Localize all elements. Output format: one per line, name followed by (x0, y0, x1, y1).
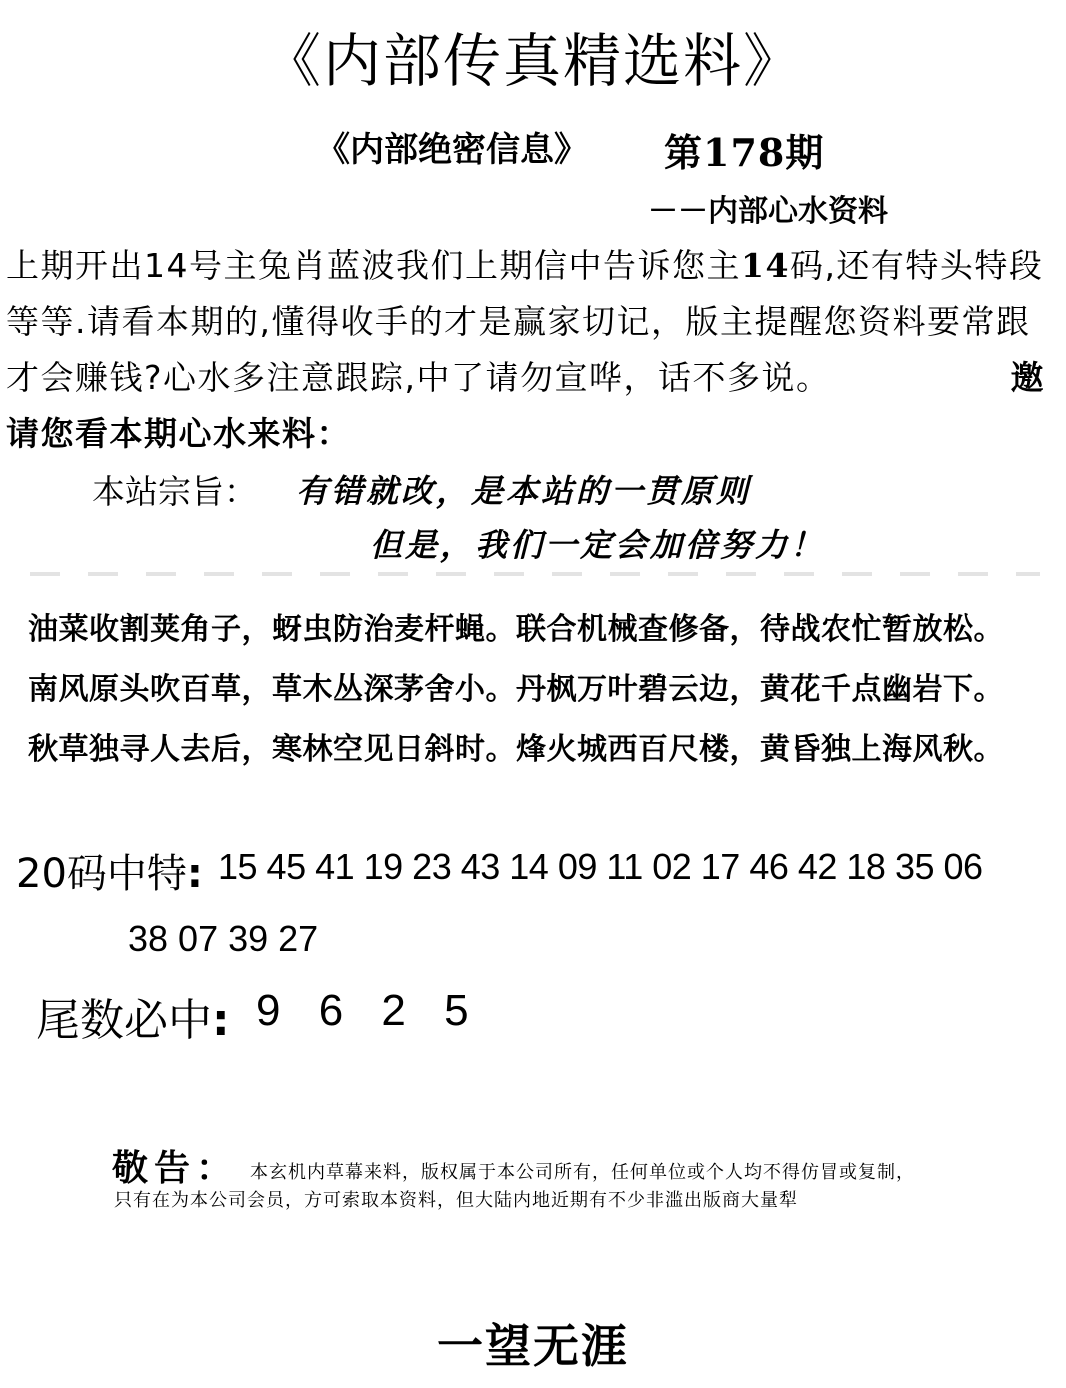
intro-paragraph (6, 238, 1058, 462)
motto-line-1: 有错就改，是本站的一贯原则 (296, 472, 752, 510)
codes-label-text: 20码中特 (16, 851, 187, 897)
codes-line-2: 38 07 39 27 (128, 918, 319, 959)
motto-label: 本站宗旨： (92, 472, 257, 511)
intro-text-1: 上期开出14号主兔肖蓝波我们上期信中告诉您主 (6, 246, 741, 285)
footer-text: 一望无涯 (437, 1319, 629, 1373)
codes-colon: : (186, 851, 203, 897)
invite-text: 邀请您看本期心水来料： (6, 358, 1046, 453)
divider (30, 572, 1040, 576)
source-label: －－内部心水资料 (648, 194, 888, 229)
notice-line-1: 本玄机内草幕来料，版权属于本公司所有，任何单位或个人均不得仿冒或复制， (250, 1162, 915, 1183)
tail-label (36, 984, 230, 1048)
tail-colon: : (212, 995, 230, 1046)
subtitle: 《内部绝密信息》 (316, 130, 588, 170)
motto-line-2: 但是，我们一定会加倍努力！ (370, 526, 826, 564)
page-title: 《内部传真精选料》 (262, 27, 803, 95)
poem-line-2: 南风原头吹百草，草木丛深茅舍小。丹枫万叶碧云边，黄花千点幽岩下。 (28, 672, 1004, 707)
notice-label: 敬告： (112, 1147, 239, 1189)
poem-line-1: 油菜收割荚角子，蚜虫防治麦杆蝇。联合机械查修备，待战农忙暂放松。 (28, 612, 1004, 647)
poem-line-3: 秋草独寻人去后，寒林空见日斜时。烽火城西百尺楼，黄昏独上海风秋。 (28, 732, 1004, 767)
intro-highlight: 14 (741, 246, 790, 285)
tail-label-text: 尾数必中 (36, 995, 212, 1046)
issue-number: 第178期 (664, 130, 825, 175)
codes-line-1: 15 45 41 19 23 43 14 09 11 02 17 46 42 18 35 06 (218, 846, 983, 887)
codes-label (16, 842, 203, 899)
tail-numbers: 9 6 2 5 (256, 986, 469, 1035)
notice-line-2: 只有在为本公司会员，方可索取本资料，但大陆内地近期有不少非滥出版商大量犁 (114, 1190, 798, 1211)
intro-text-2: 码,还有特头特段等等.请看本期的,懂得收手的才是赢家切记，版主提醒您资料要常跟才会赚钱?心水多注意跟踪,中了请勿宣哗，话不多说。 (6, 246, 1044, 397)
